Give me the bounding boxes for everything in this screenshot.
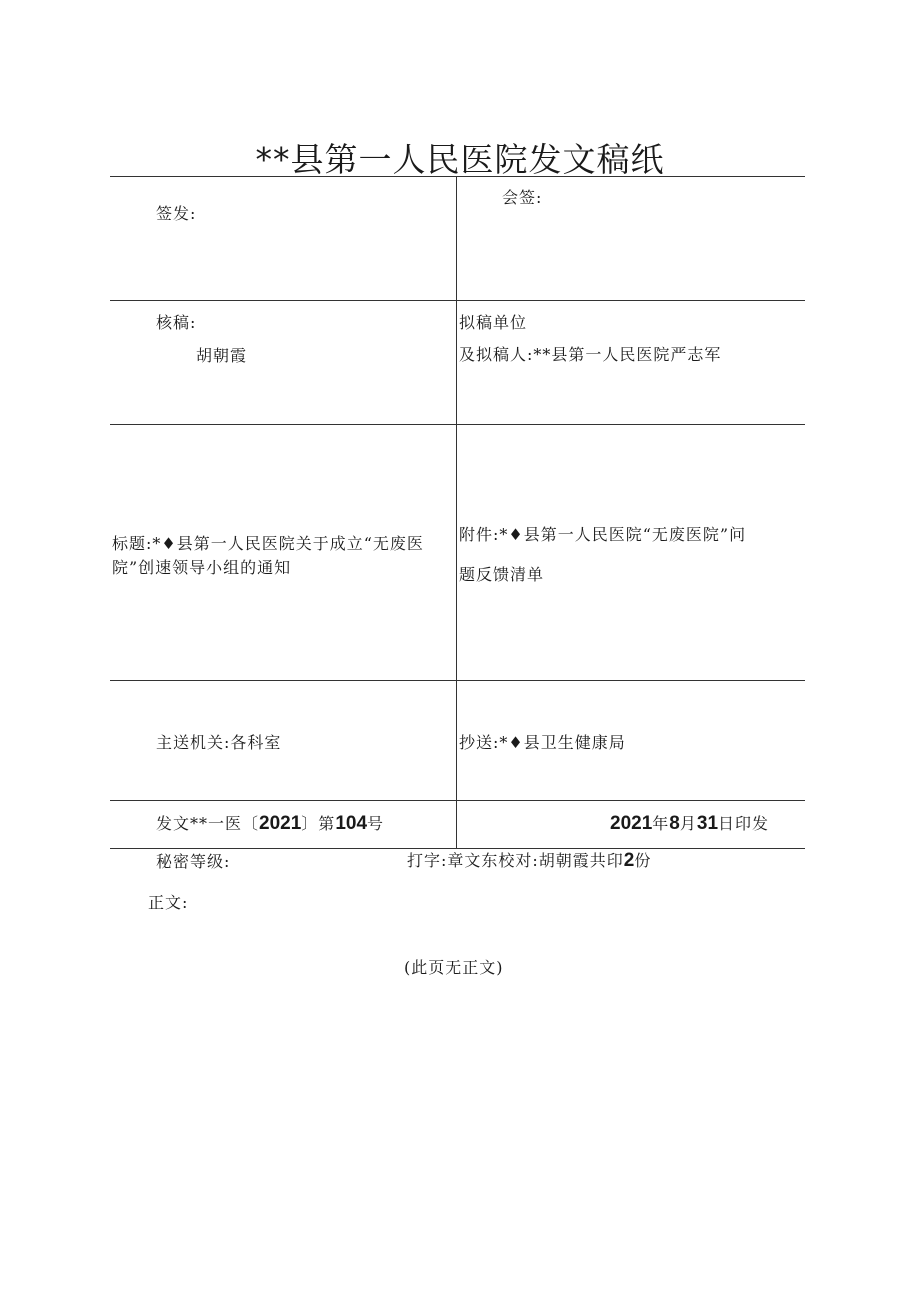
review-name: 胡朝霞 [196,346,248,365]
issue-day-unit: 日印发 [718,814,770,833]
doc-no-year: 2021 [259,813,302,834]
table-border-bottom [110,848,805,849]
issue-year: 2021 [610,813,653,834]
no-body-note: (此页无正文) [404,958,504,977]
table-border-top [110,176,805,177]
page-title: **县第一人民医院发文稿纸 [255,140,665,179]
issue-year-unit: 年 [652,814,670,833]
copies-count: 2 [623,850,635,871]
dispatch-form-table [110,176,805,849]
subject-line-1: 标题:*♦县第一人民医院关于成立“无废医 [112,534,424,553]
doc-no-suffix: 号 [367,814,385,833]
row-divider [110,300,805,301]
main-recipient: 主送机关:各科室 [156,733,282,752]
cc-recipient: 抄送:*♦县卫生健康局 [459,733,626,752]
doc-no-mid: 〕第 [301,814,336,833]
review-label: 核稿: [156,313,197,332]
subject-line-2: 院”创速领导小组的通知 [112,558,292,577]
attachment-line-1: 附件:*♦县第一人民医院“无废医院”问 [459,525,747,544]
issue-month-unit: 月 [679,814,697,833]
copies-unit: 份 [634,851,652,870]
drafting-unit-label: 拟稿单位 [459,313,528,332]
body-label: 正文: [148,893,189,912]
row-divider [110,424,805,425]
issue-day: 31 [696,813,719,834]
attachment-line-2: 题反馈清单 [459,565,545,584]
row-divider [110,680,805,681]
doc-no-prefix: 发文**一医〔 [156,814,260,833]
drafter-line: 及拟稿人:**县第一人民医院严志军 [459,345,722,364]
typing-proof-text: 打字:章文东校对:胡朝霞共印 [407,851,624,870]
doc-no-number: 104 [335,813,368,834]
issue-date [610,813,769,836]
issue-month: 8 [669,813,680,834]
row-divider [110,800,805,801]
typing-proof-line [407,850,651,873]
countersign-label: 会签: [502,188,543,207]
sign-label: 签发: [156,204,197,223]
secret-level-label: 秘密等级: [156,852,231,871]
document-number [156,813,384,836]
column-divider [456,176,457,849]
